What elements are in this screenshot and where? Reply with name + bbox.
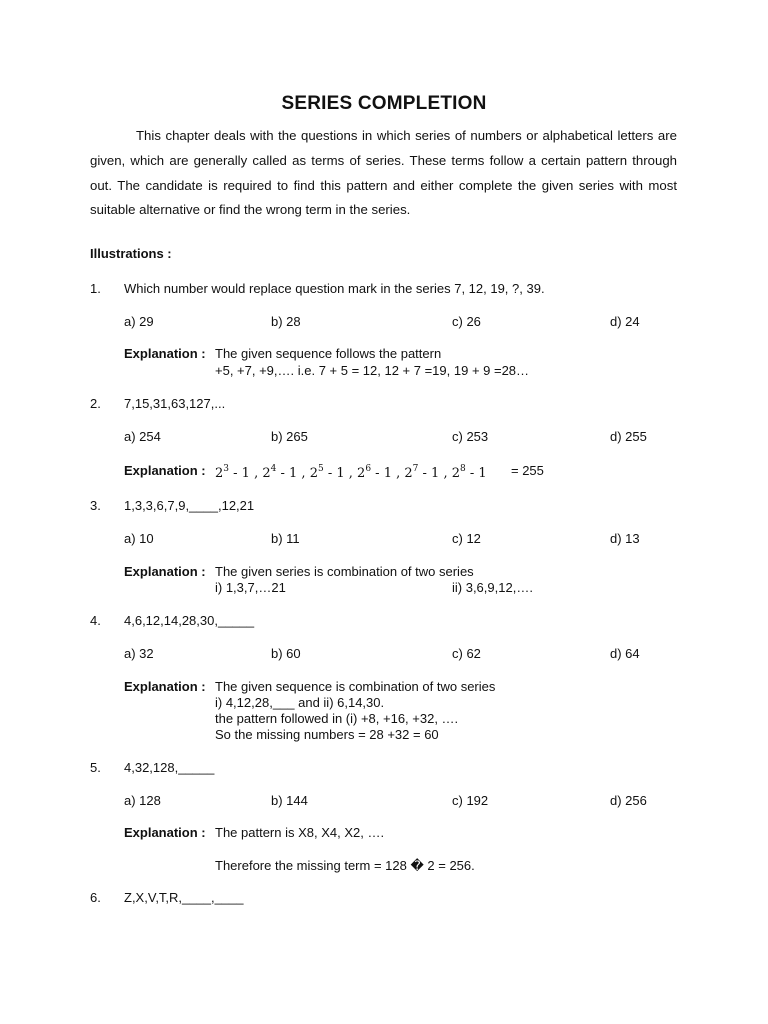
question-number: 5. [90,760,101,775]
formula-term: $2^8 - 1$ [451,464,487,481]
option-c: c) 192 [452,793,489,808]
option-b: b) 11 [271,531,300,546]
illustrations-heading: Illustrations : [90,246,172,261]
question-text: 4,6,12,14,28,30,_____ [124,613,255,628]
option-b: b) 144 [271,793,308,808]
option-a: a) 128 [124,793,161,808]
explanation-line: the pattern followed in (i) +8, +16, +32, …. [215,711,459,726]
option-d: d) 64 [610,646,640,661]
question-text: 4,32,128,_____ [124,760,215,775]
explanation-label: Explanation : [124,463,206,478]
question-number: 6. [90,890,101,905]
question-number: 2. [90,396,101,411]
option-b: b) 265 [271,429,308,444]
explanation-line: The given sequence is combination of two series [215,679,496,694]
formula-term: $2^3 - 1$ , [215,464,263,481]
option-a: a) 32 [124,646,154,661]
option-c: c) 253 [452,429,489,444]
formula-term: $2^6 - 1$ , [357,464,405,481]
option-a: a) 10 [124,531,154,546]
explanation-line: ii) 3,6,9,12,…. [452,580,533,595]
option-c: c) 62 [452,646,481,661]
formula-term: $2^5 - 1$ , [309,464,358,481]
question-number: 4. [90,613,101,628]
explanation-line: The pattern is X8, X4, X2, …. [215,825,385,840]
formula-term: $2^4 - 1$ , [262,464,310,481]
explanation-label: Explanation : [124,825,206,840]
option-d: d) 255 [610,429,647,444]
option-c: c) 26 [452,314,481,329]
explanation-line: +5, +7, +9,…. i.e. 7 + 5 = 12, 12 + 7 =19, 19 + 9 =28… [215,363,530,378]
option-c: c) 12 [452,531,481,546]
explanation-line: The given sequence follows the pattern [215,346,442,361]
explanation-label: Explanation : [124,346,206,361]
page-title: SERIES COMPLETION [281,93,487,114]
explanation-label: Explanation : [124,679,206,694]
explanation-line: So the missing numbers = 28 +32 = 60 [215,727,439,742]
question-text: 7,15,31,63,127,... [124,396,226,411]
question-text: 1,3,3,6,7,9,____,12,21 [124,498,255,513]
explanation-line: The given series is combination of two series [215,564,474,579]
question-text: Z,X,V,T,R,____,____ [124,890,244,905]
option-a: a) 254 [124,429,161,444]
explanation-result: = 255 [511,463,544,478]
explanation-formula [215,466,487,483]
option-b: b) 60 [271,646,301,661]
question-text: Which number would replace question mark in the series 7, 12, 19, ?, 39. [124,281,545,296]
explanation-line: i) 4,12,28,___ and ii) 6,14,30. [215,695,385,710]
formula-term: $2^7 - 1$ , [404,464,452,481]
question-number: 1. [90,281,101,296]
question-number: 3. [90,498,101,513]
option-d: d) 24 [610,314,640,329]
option-a: a) 29 [124,314,154,329]
explanation-label: Explanation : [124,564,206,579]
option-b: b) 28 [271,314,301,329]
option-d: d) 256 [610,793,647,808]
explanation-line: i) 1,3,7,…21 [215,580,286,595]
intro-paragraph: This chapter deals with the questions in which series of numbers or alphabetical letters are given, which are generally called as terms of series. These terms follow a certain pattern through out. The candidate is required to find this pattern and either complete the given series with most suitable alternative or find the wrong term in the series. [90,128,677,218]
explanation-line: Therefore the missing term = 128 � 2 = 256. [215,858,475,873]
option-d: d) 13 [610,531,640,546]
